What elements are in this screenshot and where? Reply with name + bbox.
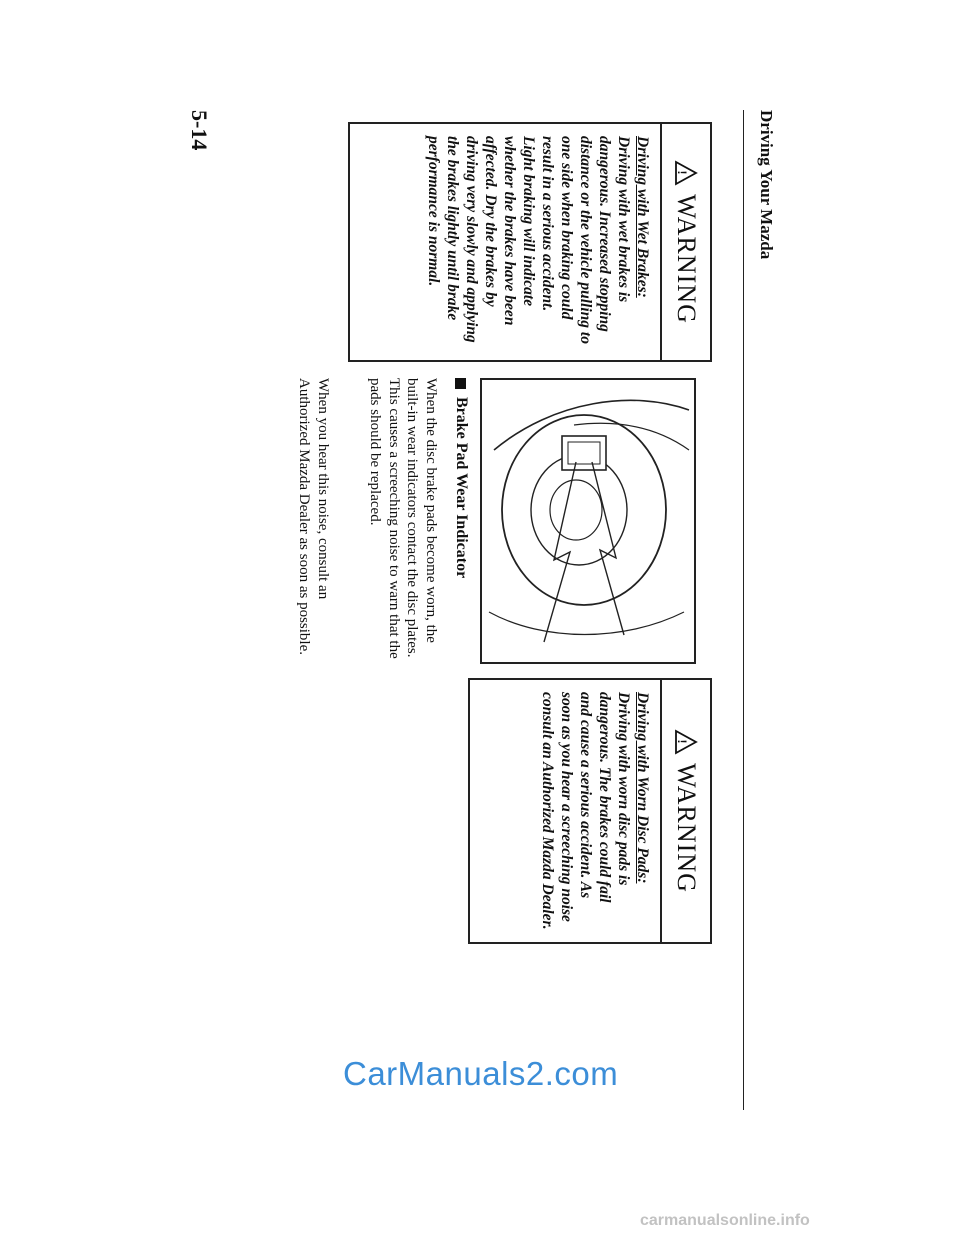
rotated-page-content <box>170 110 790 1110</box>
warning-text: Driving with wet brakes is dangerous. Increased stopping distance or the vehicle pulling to one side when braking could result in a serious accident. Light braking will indicate whether the brakes have been affected. Dry the brakes by driving very slowly and applying the brakes lightly until brake performance is normal. <box>425 136 632 344</box>
section-title <box>452 378 470 660</box>
warning-text: Driving with worn disc pads is dangerous. The brakes could fail and cause a serious accident. As soon as you hear a screeching noise consult an Authorized Mazda Dealer. <box>539 692 632 930</box>
section-title-text: Brake Pad Wear Indicator <box>453 397 470 579</box>
header-title: Driving Your Mazda <box>757 110 776 260</box>
warning-body <box>530 680 660 942</box>
warning-box-worn-disc-pads <box>468 678 712 944</box>
warning-subtitle: Driving with Wet Brakes: <box>634 136 651 298</box>
footer-watermark: carmanualsonline.info <box>640 1212 810 1229</box>
warning-box-wet-brakes <box>348 122 712 362</box>
warning-heading: WARNING <box>672 763 701 893</box>
svg-text:!: ! <box>675 739 689 745</box>
section-paragraph: When the disc brake pads become worn, the built-in wear indicators contact the disc plates. This causes a screeching noise to warn that the pads should be replaced. <box>367 378 439 659</box>
warning-triangle-icon <box>674 729 698 755</box>
svg-text:!: ! <box>675 170 689 176</box>
section-paragraph: When you hear this noise, consult an Authorized Mazda Dealer as soon as possible. <box>296 378 331 656</box>
warning-header <box>660 680 710 942</box>
square-bullet-icon <box>456 378 467 389</box>
brake-disc-drawing <box>482 380 694 662</box>
warning-header <box>660 124 710 360</box>
watermark-logo: CarManuals2.com <box>343 1055 619 1092</box>
brake-pad-illustration <box>480 378 696 664</box>
page-number: 5-14 <box>187 110 212 151</box>
warning-subtitle: Driving with Worn Disc Pads: <box>634 692 651 884</box>
warning-heading: WARNING <box>672 194 701 324</box>
warning-triangle-icon <box>674 160 698 186</box>
header-rule <box>743 110 744 1110</box>
warning-body <box>416 124 660 360</box>
